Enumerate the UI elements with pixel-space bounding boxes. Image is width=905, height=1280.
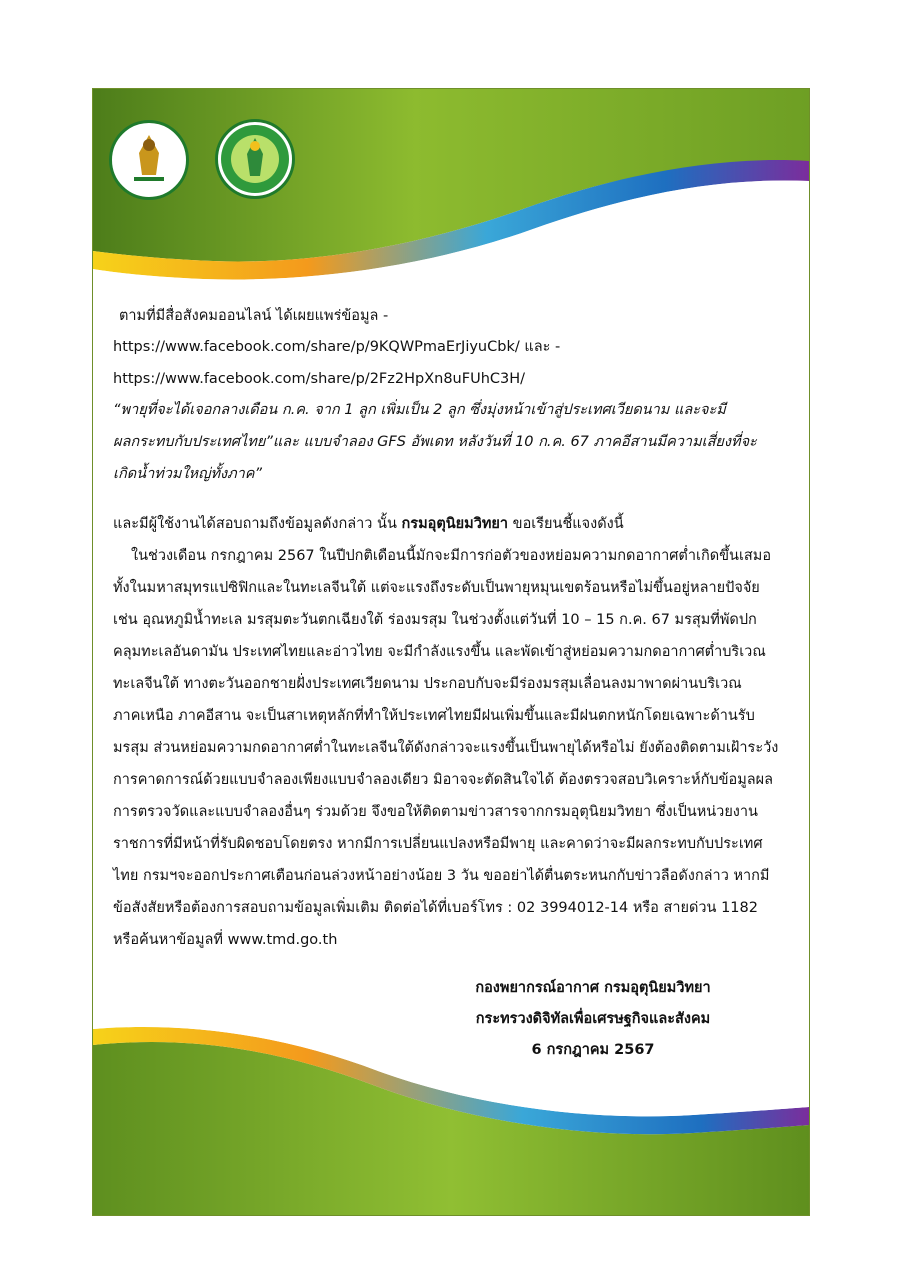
body-line: ราชการที่มีหน้าที่รับผิดชอบโดยตรง หากมีการเปลี่ยนแปลงหรือมีพายุ และคาดว่าจะมีผลกระทบกับประเทศ — [113, 836, 763, 852]
body-line: การตรวจวัดและแบบจำลองอื่นๆ ร่วมด้วย จึงขอให้ติดตามข่าวสารจากกรมอุตุนิยมวิทยา ซึ่งเป็นหน่วยงาน — [113, 804, 758, 820]
quote-line-2: ผลกระทบกับประเทศไทย”และ แบบจำลอง GFS อัพเดท หลังวันที่ 10 ก.ค. 67 ภาคอีสานมีความเสี่ยงที่จะ — [113, 434, 757, 450]
signature-date: 6 กรกฎาคม 2567 — [531, 1042, 655, 1058]
ministry-logo — [109, 120, 189, 200]
quote-line-1: “พายุที่จะได้เจอกลางเดือน ก.ค. จาก 1 ลูก เพิ่มเป็น 2 ลูก ซึ่งมุ่งหน้าเข้าสู่ประเทศเวียดนาม และจะมี — [113, 402, 726, 418]
quote-line-3: เกิดน้ำท่วมใหญ่ทั้งภาค” — [113, 466, 263, 482]
url-2: https://www.facebook.com/share/p/2Fz2HpXn8uFUhC3H/ — [113, 371, 526, 387]
tmd-logo — [215, 119, 295, 199]
header-swoosh — [93, 89, 809, 299]
dept-name: กรมอุตุนิยมวิทยา — [401, 516, 509, 532]
signature-line-1: กองพยากรณ์อากาศ กรมอุตุนิยมวิทยา — [475, 980, 711, 996]
body-line: มรสุม ส่วนหย่อมความกดอากาศต่ำในทะเลจีนใต้ดังกล่าวจะแรงขึ้นเป็นพายุได้หรือไม่ ยังต้องติดตามเฝ้าระวัง — [113, 740, 779, 756]
letter-page — [92, 88, 810, 1216]
url-1: https://www.facebook.com/share/p/9KQWPmaErJiyuCbk/ และ - — [113, 339, 561, 355]
body-line: เช่น อุณหภูมิน้ำทะเล มรสุมตะวันตกเฉียงใต้ ร่องมรสุม ในช่วงตั้งแต่วันที่ 10 – 15 ก.ค. 67 มรสุมที่พัดปก — [113, 612, 757, 628]
inquiry-before: และมีผู้ใช้งานได้สอบถามถึงข้อมูลดังกล่าว นั้น — [113, 516, 402, 532]
body-line: หรือค้นหาข้อมูลที่ www.tmd.go.th — [113, 932, 338, 948]
body-line: ข้อสังสัยหรือต้องการสอบถามข้อมูลเพิ่มเติม ติดต่อได้ที่เบอร์โทร : 02 3994012-14 หรือ สายด่วน 1182 — [113, 900, 758, 916]
inquiry-line — [113, 514, 803, 535]
body-line: ทะเลจีนใต้ ทางตะวันออกชายฝั่งประเทศเวียดนาม ประกอบกับจะมีร่องมรสุมเลื่อนลงมาพาดผ่านบริเวณ — [113, 676, 742, 692]
body-line: ทั้งในมหาสมุทรแปซิฟิกและในทะเลจีนใต้ แต่จะแรงถึงระดับเป็นพายุหมุนเขตร้อนหรือไม่ขึ้นอยู่หลายปัจจัย — [113, 580, 760, 596]
body-line: ไทย กรมฯจะออกประกาศเตือนก่อนล่วงหน้าอย่างน้อย 3 วัน ขออย่าได้ตื่นตระหนกกับข่าวลือดังกล่าว หากมี — [113, 868, 770, 884]
body-line: การคาดการณ์ด้วยแบบจำลองเพียงแบบจำลองเดียว มิอาจจะตัดสินใจได้ ต้องตรวจสอบวิเคราะห์กับข้อมูลผล — [113, 772, 774, 788]
inquiry-after: ขอเรียนชี้แจงดังนี้ — [508, 516, 624, 532]
body-line: คลุมทะเลอันดามัน ประเทศไทยและอ่าวไทย จะมีกำลังแรงขึ้น และพัดเข้าสู่หย่อมความกดอากาศต่ำบริเวณ — [113, 644, 766, 660]
body-line: ในช่วงเดือน กรกฎาคม 2567 ในปีปกติเดือนนี้มักจะมีการก่อตัวของหย่อมความกดอากาศต่ำเกิดขึ้นเสมอ — [131, 548, 772, 564]
body-line: ภาคเหนือ ภาคอีสาน จะเป็นสาเหตุหลักที่ทำให้ประเทศไทยมีฝนเพิ่มขึ้นและมีฝนตกหนักโดยเฉพาะด้านรับ — [113, 708, 755, 724]
intro-line: ตามที่มีสื่อสังคมออนไลน์ ได้เผยแพร่ข้อมูล - — [119, 308, 389, 324]
signature-line-2: กระทรวงดิจิทัลเพื่อเศรษฐกิจและสังคม — [475, 1011, 711, 1027]
